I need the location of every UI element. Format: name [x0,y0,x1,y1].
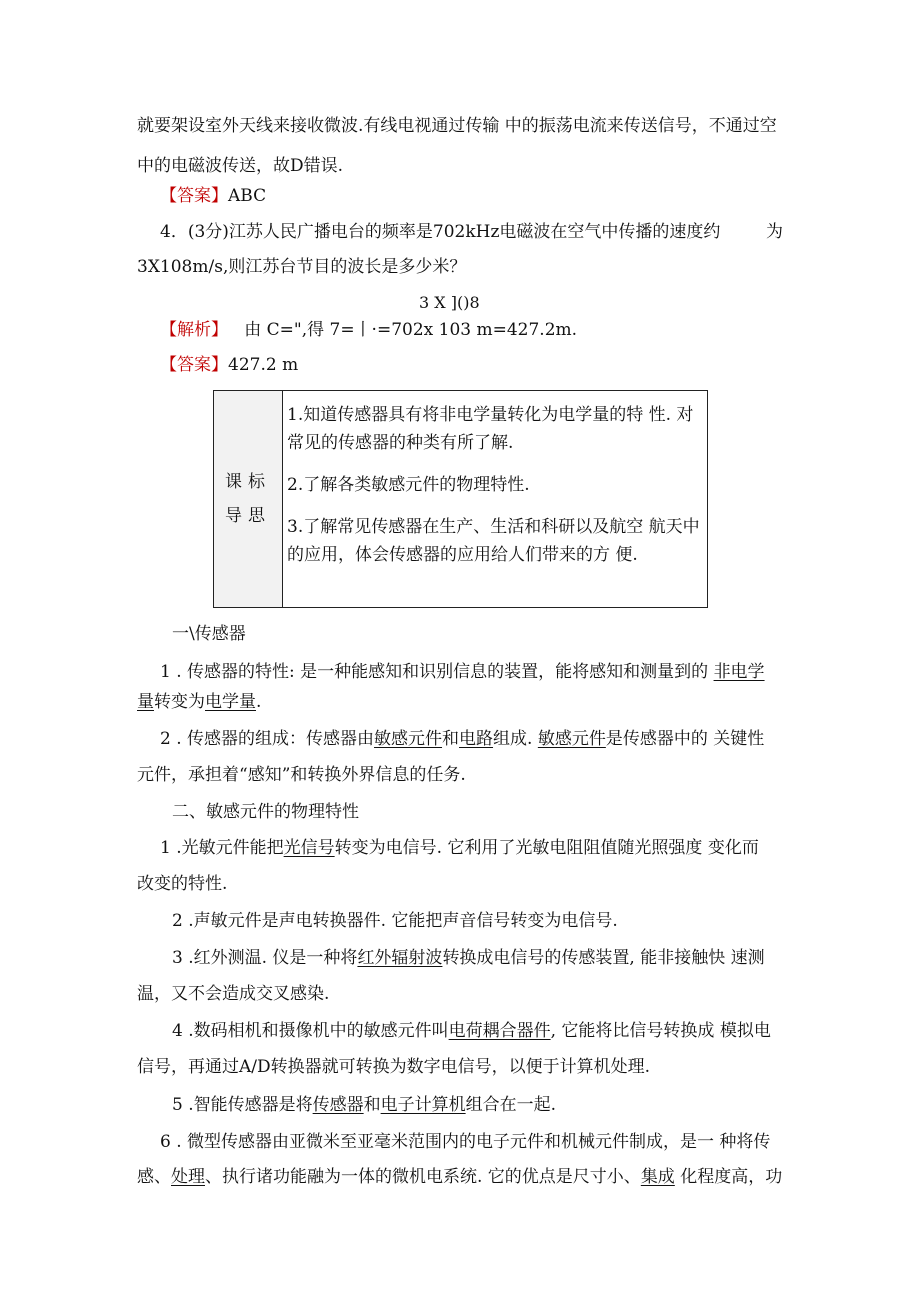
section-1-p1-line-2 [137,691,261,713]
text: 组成. [493,729,538,749]
question-4-answer [160,354,298,376]
guide-item-1: 1.知道传感器具有将非电学量转化为电学量的特 性. 对常见的传感器的种类有所了解. [287,405,694,453]
text: 和 [363,1095,381,1115]
answer-value: 427.2 m [228,355,299,375]
section-2-p3-line-1 [172,947,765,969]
question-4-analysis [160,319,577,341]
guide-label [214,391,283,608]
text: 感、 [137,1167,171,1187]
question-4-line-1 [160,221,783,243]
section-2-p6-line-2 [137,1166,782,1188]
guide-item-3: 3.了解常见传感器在生产、生活和科研以及航空 航天中的应用，体会传感器的应用给人们带来的方 便. [287,517,700,565]
guide-item-2: 2.了解各类敏感元件的物理特性. [287,475,530,495]
guide-table [213,390,708,608]
text: 、执行诸功能融为一体的微机电系统. 它的优点是尺寸小、 [205,1167,641,1187]
section-2-p1-line-2: 改变的特性. [137,874,228,894]
text: 转变为 [154,692,205,712]
text: 和 [442,729,460,749]
underlined-term: 红外辐射波 [357,948,443,968]
text: 3 .红外测温. 仪是一种将 [172,948,358,968]
section-2-p2: 2 .声敏元件是声电转换器件. 它能把声音信号转变为电信号. [172,911,618,931]
section-2-p4-line-1 [172,1020,771,1042]
question-4-line-2: 3X108m/s,则江苏台节目的波长是多少米？ [137,257,467,277]
intro-answer [160,185,266,207]
underlined-term: 光信号 [283,838,335,858]
fraction-numerator: 3 X ]()8 [419,293,480,312]
underlined-term: 处理 [171,1167,205,1187]
underlined-term: 非电学 [713,662,765,682]
text: 1 . 传感器的特性: 是一种能感知和识别信息的装置，能将感知和测量到的 [160,662,714,682]
guide-label-line-1: 课标 [225,472,271,492]
section-1-heading: 一\传感器 [172,624,246,644]
question-4-text: 4．(3分)江苏人民广播电台的频率是702kHz电磁波在空气中传播的速度约 [160,222,721,242]
section-1-p2-line-2: 元件，承担着“感知”和转换外界信息的任务. [137,765,466,785]
question-4-text-end: 为 [766,222,783,242]
answer-tag: 【答案】 [160,186,228,206]
text: . [256,692,262,712]
text: 2 . 传感器的组成：传感器由 [160,729,375,749]
text: 转换成电信号的传感装置, 能非接触快 速测 [442,948,765,968]
underlined-term: 量 [137,692,154,712]
text: 转变为电信号. 它利用了光敏电阻阻值随光照强度 变化而 [334,838,759,858]
underlined-term: 电学量 [205,692,256,712]
text: 5 .智能传感器是将 [172,1095,313,1115]
section-2-p5 [172,1094,556,1116]
section-1-p2-line-1 [160,728,764,750]
section-2-heading: 二、敏感元件的物理特性 [172,802,359,822]
underlined-term: 传感器 [312,1095,364,1115]
answer-value: ABC [228,186,267,206]
answer-tag: 【答案】 [160,355,228,375]
underlined-term: 电子计算机 [380,1095,466,1115]
underlined-term: 电荷耦合器件 [448,1021,551,1041]
intro-line-2: 中的电磁波传送，故D错误. [137,156,344,176]
underlined-term: 敏感元件 [537,729,606,749]
section-2-p6-line-1: 6 . 微型传感器由亚微米至亚毫米范围内的电子元件和机械元件制成，是一 种将传 [160,1132,771,1152]
guide-content [283,391,708,608]
section-1-p1-line-1 [160,661,765,683]
analysis-tag: 【解析】 [160,320,228,340]
analysis-text: 由 C=",得 7=丨·=702x 103 m=427.2m. [244,320,578,340]
text: 1 .光敏元件能把 [160,838,284,858]
section-2-p4-line-2: 信号，再通过A/D转换器就可转换为数字电信号，以便于计算机处理. [137,1057,651,1077]
text: 4 .数码相机和摄像机中的敏感元件叫 [172,1021,449,1041]
text: 是传感器中的 关键性 [605,729,765,749]
underlined-term: 电路 [459,729,494,749]
text: 化程度高，功 [674,1167,783,1187]
guide-label-line-2: 导思 [225,506,271,526]
underlined-term: 敏感元件 [374,729,443,749]
intro-line-1: 就要架设室外天线来接收微波.有线电视通过传输 中的振荡电流来传送信号，不通过空 [137,116,777,136]
section-2-p1-line-1 [160,837,759,859]
underlined-term: 集成 [640,1167,675,1187]
text: , 它能将比信号转换成 模拟电 [550,1021,771,1041]
section-2-p3-line-2: 温，又不会造成交叉感染. [137,984,330,1004]
text: 组合在一起. [465,1095,557,1115]
